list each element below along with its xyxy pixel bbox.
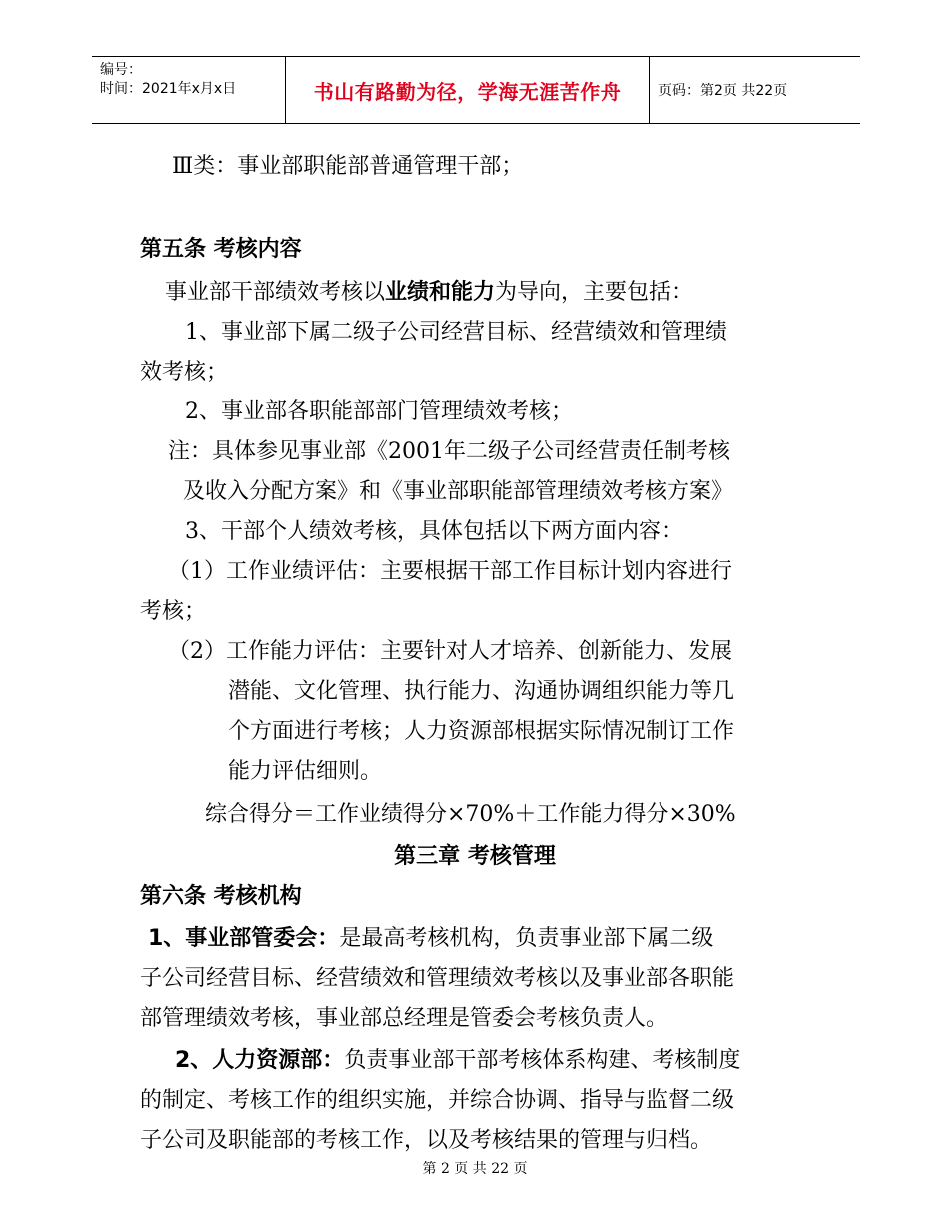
org-2-line-1: [175, 1046, 740, 1076]
sub-item-2-line-2: 潜能、文化管理、执行能力、沟通协调组织能力等几: [228, 679, 735, 704]
category-iii-line: Ⅲ类：事业部职能部普通管理干部；: [172, 154, 524, 179]
intro-paragraph: [165, 278, 693, 308]
article-6-title: 第六条 考核机构: [140, 884, 302, 909]
org-1-line-1: [148, 924, 713, 954]
org-2-text: 负责事业部干部考核体系构建、考核制度: [344, 1048, 741, 1073]
item-3-line: 3、干部个人绩效考核，具体包括以下两方面内容：: [185, 519, 683, 544]
sub-item-2-line-4: 能力评估细则。: [228, 759, 383, 784]
sub-item-1-line-1: （1）工作业绩评估：主要根据干部工作目标计划内容进行: [168, 559, 732, 584]
header-meta: [100, 61, 236, 99]
intro-text-end: 为导向，主要包括：: [495, 280, 694, 305]
note-line-1: 注：具体参见事业部《2001年二级子公司经营责任制考核: [168, 439, 730, 464]
chapter-3-title: 第三章 考核管理: [394, 844, 556, 869]
org-2-line-2: 的制定、考核工作的组织实施，并综合协调、指导与监督二级: [140, 1088, 735, 1113]
org-1-line-3: 部管理绩效考核，事业部总经理是管委会考核负责人。: [140, 1006, 669, 1031]
header-motto: 书山有路勤为径，学海无涯苦作舟: [313, 79, 622, 104]
org-1-label: 1、事业部管委会：: [148, 926, 340, 951]
item-1-line-2: 效考核；: [140, 360, 229, 385]
note-line-2: 及收入分配方案》和《事业部职能部管理绩效考核方案》: [183, 479, 734, 504]
org-1-line-2: 子公司经营目标、经营绩效和管理绩效考核以及事业部各职能: [140, 966, 735, 991]
page-header: [92, 56, 860, 124]
header-divider: [649, 57, 650, 123]
org-2-label: 2、人力资源部：: [175, 1048, 345, 1073]
item-1-line-1: 1、事业部下属二级子公司经营目标、经营绩效和管理绩: [185, 320, 727, 345]
doc-time-label: 时间：2021年x月x日: [100, 81, 237, 97]
header-page-info: 页码：第2页 共22页: [658, 83, 788, 99]
article-5-title: 第五条 考核内容: [140, 237, 302, 262]
sub-item-1-line-2: 考核；: [140, 599, 207, 624]
doc-number-label: 编号：: [100, 62, 142, 78]
org-1-text: 是最高考核机构，负责事业部下属二级: [339, 926, 714, 951]
page-footer: 第 2 页 共 22 页: [422, 1161, 528, 1177]
score-formula: 综合得分＝工作业绩得分×70%＋工作能力得分×30%: [205, 802, 736, 827]
intro-emphasis: 业绩和能力: [385, 280, 496, 305]
org-2-line-3: 子公司及职能部的考核工作，以及考核结果的管理与归档。: [140, 1128, 713, 1153]
intro-text: 事业部干部绩效考核以: [165, 280, 386, 305]
sub-item-2-line-1: （2）工作能力评估：主要针对人才培养、创新能力、发展: [168, 639, 732, 664]
sub-item-2-line-3: 个方面进行考核；人力资源部根据实际情况制订工作: [228, 719, 735, 744]
item-2-line: 2、事业部各职能部部门管理绩效考核；: [185, 399, 573, 424]
